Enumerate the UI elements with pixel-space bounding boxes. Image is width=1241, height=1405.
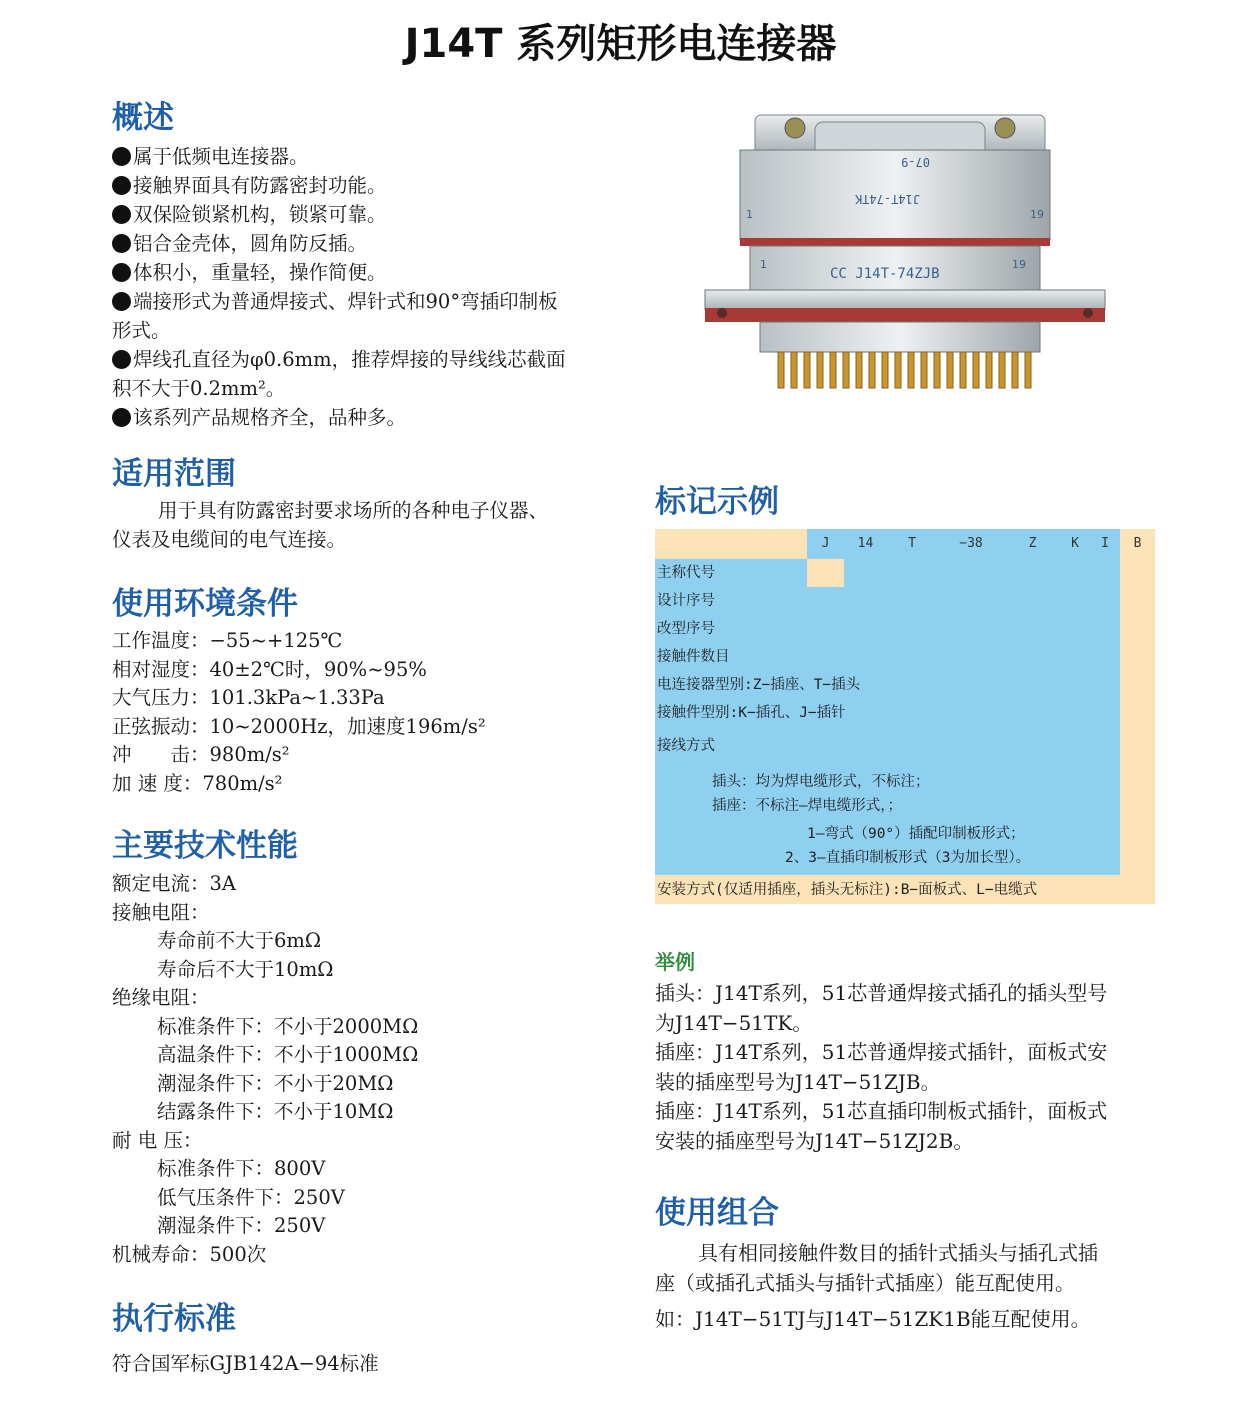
gold-pin	[1012, 352, 1018, 388]
contact-resistance: 接触电阻：	[112, 900, 210, 924]
bullet-dot-icon	[112, 292, 131, 311]
marking-diagram	[655, 529, 1155, 904]
wiring-title: 接线方式	[657, 738, 715, 754]
v-humid: 潮湿条件下：250V	[157, 1214, 326, 1237]
gold-pin	[921, 352, 927, 388]
combination-heading: 使用组合	[655, 1195, 779, 1231]
scope-line-2: 仪表及电缆间的电气连接。	[112, 528, 347, 551]
performance-heading: 主要技术性能	[112, 828, 298, 864]
overview-bullet	[112, 142, 566, 171]
overview-heading: 概述	[112, 100, 174, 136]
mk-row: 接触件型别:K−插孔、J−插针	[657, 705, 846, 721]
environment-heading: 使用环境条件	[112, 586, 298, 622]
combination-line-3: 如：J14T−51TJ与J14T−51ZK1B能互配使用。	[655, 1307, 1091, 1331]
ins-humid: 潮湿条件下：不小于20MΩ	[157, 1071, 394, 1095]
mk-row: 设计序号	[657, 593, 715, 609]
plug-label: J14T-74TK	[854, 192, 920, 206]
mk-row: 改型序号	[657, 621, 715, 637]
bullet-dot-icon	[112, 234, 131, 253]
mech-life: 机械寿命：500次	[112, 1242, 267, 1266]
gold-pin	[791, 352, 797, 388]
gold-pin	[973, 352, 979, 388]
env-item: 相对湿度：40±2℃时，90%~95%	[112, 657, 427, 681]
cr-after: 寿命后不大于10mΩ	[157, 957, 334, 981]
gold-pin	[882, 352, 888, 388]
env-item: 正弦振动：10~2000Hz，加速度196m/s²	[112, 714, 486, 738]
overview-bullet	[112, 229, 566, 258]
overview-bullet	[112, 403, 566, 432]
gold-pins	[778, 352, 1031, 388]
gold-pin	[947, 352, 953, 388]
code-K: K	[1071, 536, 1079, 551]
page-title: J14T 系列矩形电连接器	[404, 21, 837, 67]
mk-row: 电连接器型别:Z−插座、T−插头	[657, 677, 861, 693]
standard-heading: 执行标准	[112, 1301, 236, 1337]
example-line: 为J14T−51TK。	[655, 1010, 813, 1035]
code-B: B	[1133, 536, 1142, 551]
overview-bullet	[112, 287, 566, 316]
plug-pin-1: 1	[746, 208, 753, 221]
bullet-dot-icon	[112, 408, 131, 427]
plug-label-2: 07-9	[901, 155, 930, 169]
example-list	[655, 979, 1107, 1156]
example-heading: 举例	[655, 950, 695, 974]
env-item: 冲 击：980m/s²	[112, 743, 290, 766]
v-std: 标准条件下：800V	[157, 1157, 326, 1180]
gold-pin	[830, 352, 836, 388]
bullet-text: 铝合金壳体，圆角防反插。	[133, 232, 368, 255]
overview-list	[112, 142, 566, 432]
wiring-line: 插座：不标注—焊电缆形式，；	[712, 798, 902, 814]
example-line: 安装的插座型号为J14T−51ZJ2B。	[655, 1128, 974, 1153]
gold-pin	[960, 352, 966, 388]
code-T: T	[908, 536, 916, 551]
standard-text: 符合国军标GJB142A−94标准	[112, 1352, 379, 1375]
receptacle-label: CC J14T-74ZJB	[830, 266, 940, 282]
code-J: J	[821, 536, 830, 551]
example-line: 装的插座型号为J14T−51ZJB。	[655, 1069, 941, 1094]
ins-high: 高温条件下：不小于1000MΩ	[157, 1043, 419, 1066]
example-line: 插头：J14T系列，51芯普通焊接式插孔的插头型号	[655, 981, 1108, 1005]
gold-pin	[895, 352, 901, 388]
gold-pin	[986, 352, 992, 388]
bullet-dot-icon	[112, 350, 131, 369]
gold-pin	[869, 352, 875, 388]
gold-pin	[843, 352, 849, 388]
bullet-dot-icon	[112, 205, 131, 224]
overview-bullet	[112, 258, 566, 287]
bullet-text-continued: 积不大于0.2mm²。	[112, 377, 286, 400]
scope-line-1: 用于具有防露密封要求场所的各种电子仪器、	[158, 499, 549, 522]
connector-photo	[700, 100, 1110, 400]
combination-line-2: 座（或插孔式插头与插针式插座）能互配使用。	[655, 1271, 1075, 1295]
bullet-text: 焊线孔直径为φ0.6mm，推荐焊接的导线线芯截面	[133, 348, 566, 371]
example-line: 插座：J14T系列，51芯普通焊接式插针，面板式安	[655, 1040, 1108, 1064]
combination-line-1: 具有相同接触件数目的插针式插头与插孔式插	[698, 1241, 1098, 1265]
mk-row: 接触件数目	[657, 649, 730, 665]
plug-pin-19: 19	[1030, 208, 1044, 221]
cr-before: 寿命前不大于6mΩ	[157, 929, 322, 952]
wiring-line: 2、3—直插印制板形式（3为加长型）。	[785, 850, 1031, 866]
performance-list	[112, 870, 418, 1269]
env-item: 工作温度：−55~+125℃	[112, 629, 343, 652]
rec-pin-19: 19	[1012, 258, 1026, 271]
gold-pin	[778, 352, 784, 388]
gold-pin	[934, 352, 940, 388]
ins-std: 标准条件下：不小于2000MΩ	[157, 1014, 419, 1038]
bullet-dot-icon	[112, 176, 131, 195]
bullet-text: 体积小，重量轻，操作简便。	[133, 261, 387, 284]
bullet-dot-icon	[112, 263, 131, 282]
bullet-text: 端接形式为普通焊接式、焊针式和90°弯插印制板	[133, 290, 558, 313]
rated-current: 额定电流：3A	[112, 872, 236, 895]
wiring-line: 1—弯式（90°）插配印制板形式；	[807, 826, 1025, 842]
gold-pin	[817, 352, 823, 388]
bullet-text: 该系列产品规格齐全，品种多。	[133, 406, 407, 429]
gold-pin	[804, 352, 810, 388]
env-item: 加 速 度：780m/s²	[112, 771, 283, 795]
bullet-text: 接触界面具有防露密封功能。	[133, 174, 387, 197]
code-38: −38	[959, 536, 983, 551]
marking-heading: 标记示例	[655, 484, 779, 520]
mount-row: 安装方式(仅适用插座，插头无标注):B−面板式、L−电缆式	[657, 882, 1038, 898]
gold-pin	[1025, 352, 1031, 388]
insulation: 绝缘电阻：	[112, 986, 210, 1009]
bullet-text: 双保险锁紧机构，锁紧可靠。	[133, 203, 387, 226]
env-item: 大气压力：101.3kPa~1.33Pa	[112, 686, 385, 709]
rec-pin-1: 1	[760, 258, 767, 271]
overview-bullet	[112, 171, 566, 200]
code-I: I	[1101, 536, 1109, 551]
overview-bullet	[112, 345, 566, 374]
v-low: 低气压条件下：250V	[157, 1185, 345, 1209]
gold-pin	[999, 352, 1005, 388]
overview-bullet	[112, 200, 566, 229]
gold-pin	[908, 352, 914, 388]
wiring-line: 插头：均为焊电缆形式，不标注；	[712, 774, 930, 790]
mk-row: 主称代号	[657, 565, 715, 581]
example-line: 插座：J14T系列，51芯直插印制板式插针，面板式	[655, 1099, 1108, 1123]
scope-heading: 适用范围	[112, 456, 236, 492]
code-14: 14	[857, 536, 874, 551]
bullet-text-continued: 形式。	[112, 319, 171, 342]
code-Z: Z	[1028, 536, 1037, 551]
voltage: 耐 电 压：	[112, 1128, 203, 1152]
environment-list	[112, 627, 486, 798]
ins-dew: 结露条件下：不小于10MΩ	[157, 1100, 394, 1123]
gold-pin	[856, 352, 862, 388]
bullet-text: 属于低频电连接器。	[133, 145, 309, 168]
bullet-dot-icon	[112, 147, 131, 166]
